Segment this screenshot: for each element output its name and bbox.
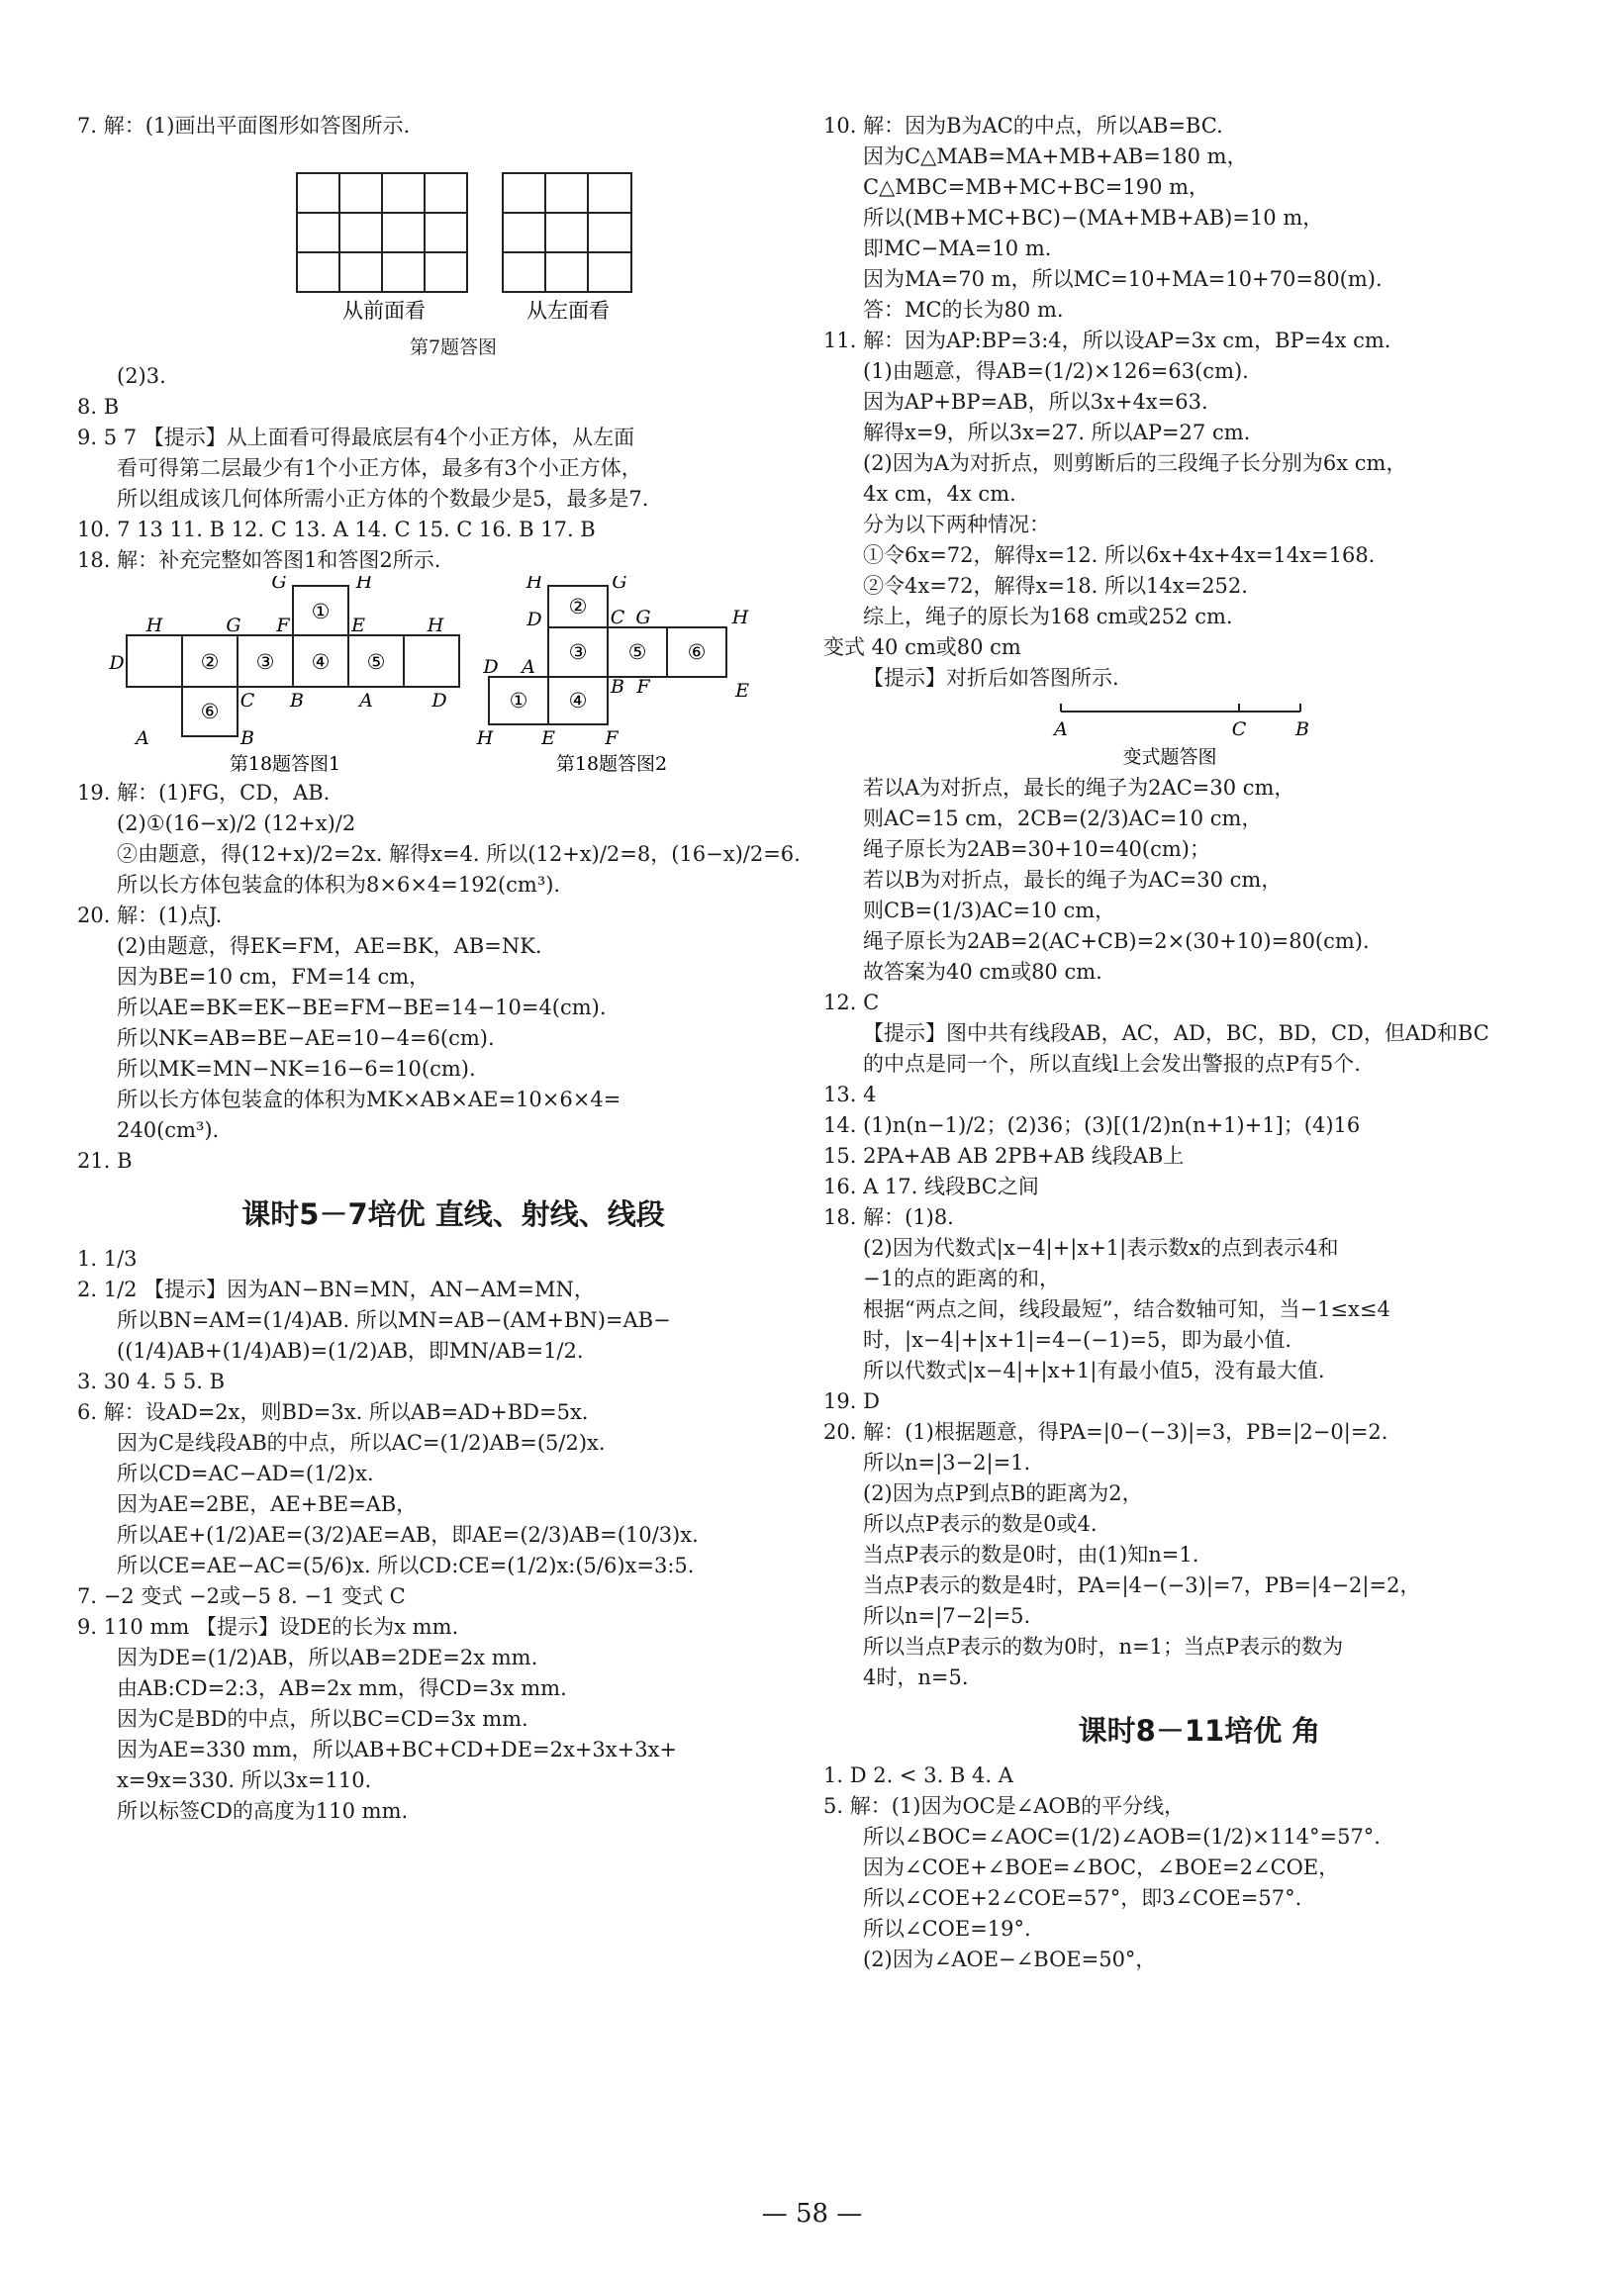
r13: 13. 4 [823,1083,877,1106]
r18-line6: 所以代数式|x−4|+|x+1|有最小值5，没有最大值. [863,1359,1325,1382]
fig18b-letter: E [735,680,749,702]
r11w-line5: 则CB=(1/3)AC=10 cm， [863,899,1116,922]
r10-line2: 因为C△MAB=MA+MB+AB=180 m， [863,144,1248,168]
fig18b-letter: A [522,656,535,678]
s6-line2: 因为C是线段AB的中点，所以AC=(1/2)AB=(5/2)x. [117,1431,606,1455]
s6-line4: 因为AE=2BE，AE+BE=AB， [117,1492,418,1516]
fig18a-letter: B [240,727,254,749]
s2-line3: ((1/4)AB+(1/4)AB)=(1/2)AB，即MN/AB=1/2. [117,1339,584,1363]
fig18b-letter: G [612,576,627,593]
s9-line6: x=9x=330. 所以3x=110. [117,1768,372,1792]
fig18b-letter: H [476,727,494,749]
s9-line4: 因为C是BD的中点，所以BC=CD=3x mm. [117,1707,528,1731]
s6-line1: 6. 解：设AD=2x，则BD=3x. 所以AB=AD+BD=5x. [77,1400,589,1424]
variant-point-C: C [1231,718,1247,740]
t1-4: 1. D 2. < 3. B 4. A [823,1763,1013,1787]
r10-line1: 10. 解：因为B为AC的中点，所以AB=BC. [823,114,1223,138]
r11w-line2: 则AC=15 cm，2CB=(2/3)AC=10 cm， [863,807,1263,830]
fig18a-letter: D [431,690,447,712]
fig18b-letter: E [541,727,555,749]
r11-line4: 解得x=9，所以3x=27. 所以AP=27 cm. [863,421,1251,444]
r20-line4: 所以点P表示的数是0或4. [863,1512,1098,1536]
front-view-label: 从前面看 [342,299,426,323]
q19-line4: 所以长方体包装盒的体积为8×6×4=192(cm³). [117,873,561,897]
left-column [77,111,829,1827]
q9-line3: 所以组成该几何体所需小正方体的个数最少是5，最多是7. [117,487,649,511]
fig18b-cell-5: ⑤ [627,640,647,664]
r18-line5: 时，|x−4|+|x+1|=4−(−1)=5，即为最小值. [863,1328,1292,1352]
fig-q18 [77,576,829,774]
left-view-grid [503,173,631,292]
section-heading-angles: 课时8－11培优 角 [1078,1714,1321,1748]
q20-line5: 所以NK=AB=BE−AE=10−4=6(cm). [117,1026,495,1050]
r20-line8: 所以当点P表示的数为0时，n=1；当点P表示的数为 [863,1635,1344,1659]
r11w-line3: 绳子原长为2AB=30+10=40(cm)； [863,837,1210,861]
s6-line6: 所以CE=AE−AC=(5/6)x. 所以CD:CE=(1/2)x:(5/6)x=3:5. [117,1554,695,1577]
fig18b-letter: B [611,676,624,698]
q19-line2: (2)①(16−x)/2 (12+x)/2 [117,811,356,835]
q20-line6: 所以MK=MN−NK=16−6=10(cm). [117,1057,476,1081]
r10-line5: 即MC−MA=10 m. [863,237,1052,260]
r11-line10: 综上，绳子的原长为168 cm或252 cm. [863,605,1233,628]
fig18b-letter: F [636,676,650,698]
r14: 14. (1)n(n−1)/2；(2)36；(3)[(1/2)n(n+1)+1]；(4)16 [823,1113,1361,1137]
variant-point-A: A [1054,718,1068,740]
fig18b-letter: C [610,607,625,628]
r11-line2: (1)由题意，得AB=(1/2)×126=63(cm). [863,359,1249,383]
r19: 19. D [823,1389,880,1413]
r12-line2: 【提示】图中共有线段AB，AC，AD，BC，BD，CD，但AD和BC [863,1021,1489,1045]
r20-line6: 当点P表示的数是4时，PA=|4−(−3)|=7，PB=|4−2|=2， [863,1573,1421,1597]
r11-line1: 11. 解：因为AP:BP=3:4，所以设AP=3x cm，BP=4x cm. [823,329,1391,352]
t5-line6: (2)因为∠AOE−∠BOE=50°， [863,1948,1157,1971]
r18-line2: (2)因为代数式|x−4|+|x+1|表示数x的点到表示4和 [863,1236,1339,1260]
t5-line4: 所以∠COE+2∠COE=57°，即3∠COE=57°. [863,1886,1302,1910]
r11-line9: ②令4x=72，解得x=18. 所以14x=252. [863,574,1248,598]
q19-line1: 19. 解：(1)FG，CD，AB. [77,781,331,805]
fig18a-cell-6: ⑥ [200,700,220,723]
fig18b-cell-6: ⑥ [687,640,707,664]
fig18a-letter: H [427,615,444,636]
r20-line7: 所以n=|7−2|=5. [863,1604,1031,1628]
fig18a-cell-4: ④ [311,650,331,674]
q20-line2: (2)由题意，得EK=FM，AE=BK，AB=NK. [117,934,542,958]
r12-line1: 12. C [823,991,880,1014]
fig18a-cell-5: ⑤ [366,650,386,674]
q9-line1: 9. 5 7 【提示】从上面看可得最底层有4个小正方体，从左面 [77,426,635,449]
fig18b-cell-4: ④ [568,689,588,713]
s6-line5: 所以AE+(1/2)AE=(3/2)AE=AB，即AE=(2/3)AB=(10/3)x. [117,1523,699,1547]
fig18a-letter: E [351,615,365,636]
r11-line8: ①令6x=72，解得x=12. 所以6x+4x+4x=14x=168. [863,543,1376,567]
fig18b-letter: H [731,607,749,628]
fig18a-letter: G [226,615,241,636]
s2-line2: 所以BN=AM=(1/4)AB. 所以MN=AB−(AM+BN)=AB− [117,1308,671,1332]
q7-part2: (2)3. [117,364,166,388]
s9-line2: 因为DE=(1/2)AB，所以AB=2DE=2x mm. [117,1646,538,1669]
q8: 8. B [77,395,120,419]
fig18b-caption: 第18题答图2 [555,753,668,774]
r18-line1: 18. 解：(1)8. [823,1205,954,1229]
t5-line1: 5. 解：(1)因为OC是∠AOB的平分线， [823,1794,1186,1818]
front-view-grid [297,173,467,292]
s1: 1. 1/3 [77,1247,138,1271]
fig-variant-caption: 变式题答图 [1122,746,1217,768]
r11-line3: 因为AP+BP=AB，所以3x+4x=63. [863,390,1208,414]
fig18b-letter: D [483,656,499,678]
fig18a-cell-3: ③ [255,650,275,674]
r15: 15. 2PA+AB AB 2PB+AB 线段AB上 [823,1144,1185,1168]
fig18a-letter: A [359,690,373,712]
q20-line7: 所以长方体包装盒的体积为MK×AB×AE=10×6×4= [117,1088,621,1111]
page-number: — 58 — [761,2199,863,2229]
r11w-line1: 若以A为对折点，最长的绳子为2AC=30 cm， [863,776,1295,800]
s9-line1: 9. 110 mm 【提示】设DE的长为x mm. [77,1615,459,1639]
r10-line6: 因为MA=70 m，所以MC=10+MA=10+70=80(m). [863,267,1383,291]
t5-line2: 所以∠BOC=∠AOC=(1/2)∠AOB=(1/2)×114°=57°. [863,1825,1381,1849]
s3-5: 3. 30 4. 5 5. B [77,1370,225,1393]
r11-line6: 4x cm，4x cm. [863,482,1016,506]
t5-line3: 因为∠COE+∠BOE=∠BOC，∠BOE=2∠COE， [863,1855,1340,1879]
fig18b-cell-3: ③ [568,640,588,664]
fig18b-cell-1: ① [509,689,528,713]
fig18a-shape [127,586,459,736]
s2-line1: 2. 1/2 【提示】因为AN−BN=MN，AN−AM=MN， [77,1278,595,1301]
t5-line5: 所以∠COE=19°. [863,1917,1031,1941]
r16-17: 16. A 17. 线段BC之间 [823,1175,1039,1198]
r18-line3: −1的点的距离的和， [863,1267,1060,1290]
fig18a-letter: G [271,576,287,593]
r11-variant: 变式 40 cm或80 cm [823,635,1021,659]
fig18a-letter: A [136,727,149,749]
fig18a-letter: F [276,615,290,636]
fig18a-letter: D [109,652,125,674]
fig18a-letter: H [145,615,163,636]
s9-line5: 因为AE=330 mm，所以AB+BC+CD+DE=2x+3x+3x+ [117,1738,678,1761]
section-heading-lines: 课时5－7培优 直线、射线、线段 [241,1197,665,1231]
s9-line3: 由AB:CD=2:3，AB=2x mm，得CD=3x mm. [117,1676,567,1700]
fig-variant [823,694,1576,769]
fig18a-cell-1: ① [311,600,331,623]
s9-line7: 所以标签CD的高度为110 mm. [117,1799,409,1823]
r20-line9: 4时，n=5. [863,1665,969,1689]
q20-line8: 240(cm³). [117,1118,220,1142]
r20-line1: 20. 解：(1)根据题意，得PA=|0−(−3)|=3，PB=|2−0|=2. [823,1420,1388,1444]
s6-line3: 所以CD=AC−AD=(1/2)x. [117,1462,374,1485]
r11-variant-hint: 【提示】对折后如答图所示. [863,666,1119,690]
fig18b-letter: F [605,727,619,749]
r20-line2: 所以n=|3−2|=1. [863,1451,1031,1474]
fig18b-letter: D [526,609,542,630]
q20-line3: 因为BE=10 cm，FM=14 cm， [117,965,430,989]
r20-line5: 当点P表示的数是0时，由(1)知n=1. [863,1543,1199,1567]
q20-line4: 所以AE=BK=EK−BE=FM−BE=14−10=4(cm). [117,996,607,1019]
q9-line2: 看可得第二层最少有1个小正方体，最多有3个小正方体， [117,456,642,480]
q10-17: 10. 7 13 11. B 12. C 13. A 14. C 15. C 16. B 17. B [77,518,596,541]
r10-line4: 所以(MB+MC+BC)−(MA+MB+AB)=10 m， [863,206,1324,230]
s7-8: 7. −2 变式 −2或−5 8. −1 变式 C [77,1584,406,1608]
variant-point-B: B [1295,718,1309,740]
fig18a-letter: C [239,690,255,712]
fig18a-letter: H [355,576,373,593]
r20-line3: (2)因为点P到点B的距离为2， [863,1481,1143,1505]
left-view-label: 从左面看 [526,299,610,323]
r11w-line7: 故答案为40 cm或80 cm. [863,960,1102,984]
fig18b-letter: H [525,576,543,593]
fig-q7 [77,142,829,330]
right-column [823,111,1576,1975]
fig18a-caption: 第18题答图1 [229,753,341,774]
r12-line3: 的中点是同一个，所以直线l上会发出警报的点P有5个. [863,1052,1361,1076]
r11-line5: (2)因为A为对折点，则剪断后的三段绳子长分别为6x cm， [863,451,1407,475]
r11w-line4: 若以B为对折点，最长的绳子为AC=30 cm， [863,868,1283,892]
fig18b-letter: G [635,607,651,628]
fig18b-cell-2: ② [568,595,588,618]
r10-line7: 答：MC的长为80 m. [863,298,1064,322]
fig18a-cell-2: ② [200,650,220,674]
fig-q7-caption: 第7题答图 [409,336,498,358]
q21: 21. B [77,1149,133,1173]
r18-line4: 根据“两点之间，线段最短”，结合数轴可知，当−1≤x≤4 [863,1297,1390,1321]
q18: 18. 解：补充完整如答图1和答图2所示. [77,548,441,572]
q20-line1: 20. 解：(1)点J. [77,904,223,927]
r11-line7: 分为以下两种情况： [863,513,1050,536]
r11w-line6: 绳子原长为2AB=2(AC+CB)=2×(30+10)=80(cm). [863,929,1370,953]
q19-line3: ②由题意，得(12+x)/2=2x. 解得x=4. 所以(12+x)/2=8，(16−x)/2=6. [117,842,801,866]
fig18a-letter: B [290,690,304,712]
q7-line: 7. 解：(1)画出平面图形如答图所示. [77,114,411,138]
r10-line3: C△MBC=MB+MC+BC=190 m， [863,175,1210,199]
